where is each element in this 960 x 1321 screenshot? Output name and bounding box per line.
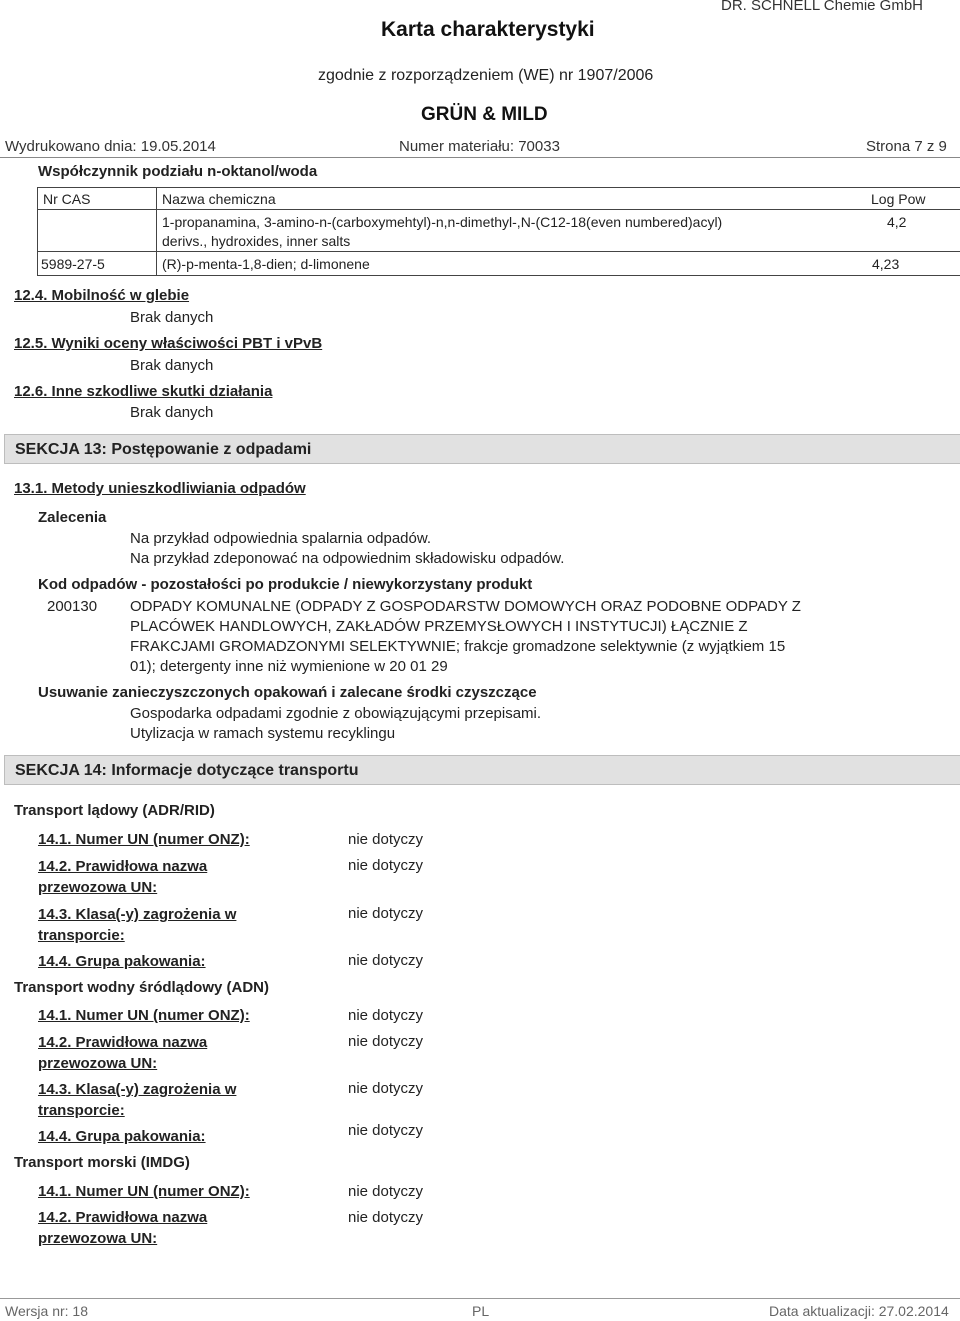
waste-description-line: PLACÓWEK HANDLOWYCH, ZAKŁADÓW PRZEMYSŁOWYCH I INSTYTUCJI) ŁĄCZNIE Z xyxy=(130,618,748,635)
waste-code-heading: Kod odpadów - pozostałości po produkcie / niewykorzystany produkt xyxy=(38,576,533,593)
shipping-name-label-cont: przewozowa UN: xyxy=(38,1055,158,1072)
subsection-12-6-heading: 12.6. Inne szkodliwe skutki działania xyxy=(14,383,273,400)
section-14-header xyxy=(4,755,960,785)
subsection-12-4-value: Brak danych xyxy=(130,309,214,326)
shipping-name-label: 14.2. Prawidłowa nazwa xyxy=(38,1034,208,1051)
company-name: DR. SCHNELL Chemie GmbH xyxy=(721,0,923,14)
waste-description-line: FRAKCJAMI GROMADZONYMI SELEKTYWNIE; frakcje gromadzone selektywnie (z wyjątkiem 15 xyxy=(130,638,786,655)
shipping-name-value: nie dotyczy xyxy=(348,857,424,874)
un-number-label: 14.1. Numer UN (numer ONZ): xyxy=(38,1183,250,1200)
recommendation-line: Na przykład odpowiednia spalarnia odpadów. xyxy=(130,530,432,547)
subsection-12-5-value: Brak danych xyxy=(130,357,214,374)
shipping-name-label: 14.2. Prawidłowa nazwa xyxy=(38,1209,208,1226)
footer-divider xyxy=(0,1298,960,1299)
sea-transport-heading: Transport morski (IMDG) xyxy=(14,1154,190,1171)
chemical-name-cell: 1-propanamina, 3-amino-n-(carboxymehtyl)-n,n-dimethyl-,N-(C12-18(even numbered)acyl) xyxy=(162,214,723,230)
hazard-class-value: nie dotyczy xyxy=(348,905,424,922)
hazard-class-label-cont: transporcie: xyxy=(38,1102,125,1119)
packaging-line: Utylizacja w ramach systemu recyklingu xyxy=(130,725,396,742)
packing-group-value: nie dotyczy xyxy=(348,1122,424,1139)
packaging-heading: Usuwanie zanieczyszczonych opakowań i zalecane środki czyszczące xyxy=(38,684,537,701)
regulation-text: zgodnie z rozporządzeniem (WE) nr 1907/2006 xyxy=(318,67,654,84)
header-divider xyxy=(0,157,960,158)
subsection-12-6-value: Brak danych xyxy=(130,404,214,421)
subsection-12-5-heading: 12.5. Wyniki oceny właściwości PBT i vPvB xyxy=(14,335,323,352)
section-14-title: SEKCJA 14: Informacje dotyczące transportu xyxy=(15,762,359,779)
shipping-name-label-cont: przewozowa UN: xyxy=(38,1230,158,1247)
print-date: Wydrukowano dnia: 19.05.2014 xyxy=(5,138,216,155)
partition-heading: Współczynnik podziału n-oktanol/woda xyxy=(38,163,318,180)
column-header-cas: Nr CAS xyxy=(43,191,91,207)
product-name: GRÜN & MILD xyxy=(421,104,548,125)
chemical-name-cell: (R)-p-menta-1,8-dien; d-limonene xyxy=(162,256,370,272)
hazard-class-value: nie dotyczy xyxy=(348,1080,424,1097)
section-13-title: SEKCJA 13: Postępowanie z odpadami xyxy=(15,441,312,458)
un-number-label: 14.1. Numer UN (numer ONZ): xyxy=(38,1007,250,1024)
logpow-cell: 4,23 xyxy=(872,256,900,272)
chemical-name-cell-cont: derivs., hydroxides, inner salts xyxy=(162,233,351,249)
document-title: Karta charakterystyki xyxy=(381,18,595,41)
version-number: Wersja nr: 18 xyxy=(5,1303,88,1319)
inland-transport-heading: Transport wodny śródlądowy (ADN) xyxy=(14,979,270,996)
cas-cell: 5989-27-5 xyxy=(41,256,105,272)
recommendation-line: Na przykład zdeponować na odpowiednim składowisku odpadów. xyxy=(130,550,565,567)
packing-group-label: 14.4. Grupa pakowania: xyxy=(38,1128,206,1145)
packaging-line: Gospodarka odpadami zgodnie z obowiązującymi przepisami. xyxy=(130,705,542,722)
waste-code: 200130 xyxy=(47,598,98,615)
shipping-name-value: nie dotyczy xyxy=(348,1033,424,1050)
packing-group-label: 14.4. Grupa pakowania: xyxy=(38,953,206,970)
language-code: PL xyxy=(472,1303,490,1319)
waste-description-line: ODPADY KOMUNALNE (ODPADY Z GOSPODARSTW DOMOWYCH ORAZ PODOBNE ODPADY Z xyxy=(130,598,801,615)
hazard-class-label-cont: transporcie: xyxy=(38,927,125,944)
logpow-cell: 4,2 xyxy=(887,214,907,230)
hazard-class-label: 14.3. Klasa(-y) zagrożenia w xyxy=(38,1081,237,1098)
un-number-value: nie dotyczy xyxy=(348,831,424,848)
waste-description-line: 01); detergenty inne niż wymienione w 20 01 29 xyxy=(130,658,448,675)
un-number-label: 14.1. Numer UN (numer ONZ): xyxy=(38,831,250,848)
recommendations-label: Zalecenia xyxy=(38,509,107,526)
un-number-value: nie dotyczy xyxy=(348,1007,424,1024)
subsection-13-1-heading: 13.1. Metody unieszkodliwiania odpadów xyxy=(14,480,306,497)
column-header-logpow: Log Pow xyxy=(871,191,926,207)
shipping-name-label-cont: przewozowa UN: xyxy=(38,879,158,896)
material-number: Numer materiału: 70033 xyxy=(399,138,560,155)
hazard-class-label: 14.3. Klasa(-y) zagrożenia w xyxy=(38,906,237,923)
packing-group-value: nie dotyczy xyxy=(348,952,424,969)
shipping-name-label: 14.2. Prawidłowa nazwa xyxy=(38,858,208,875)
update-date: Data aktualizacji: 27.02.2014 xyxy=(769,1303,949,1319)
un-number-value: nie dotyczy xyxy=(348,1183,424,1200)
shipping-name-value: nie dotyczy xyxy=(348,1209,424,1226)
page-number: Strona 7 z 9 xyxy=(866,138,947,155)
section-13-header xyxy=(4,434,960,464)
land-transport-heading: Transport lądowy (ADR/RID) xyxy=(14,802,215,819)
subsection-12-4-heading: 12.4. Mobilność w glebie xyxy=(14,287,190,304)
column-header-name: Nazwa chemiczna xyxy=(162,191,276,207)
